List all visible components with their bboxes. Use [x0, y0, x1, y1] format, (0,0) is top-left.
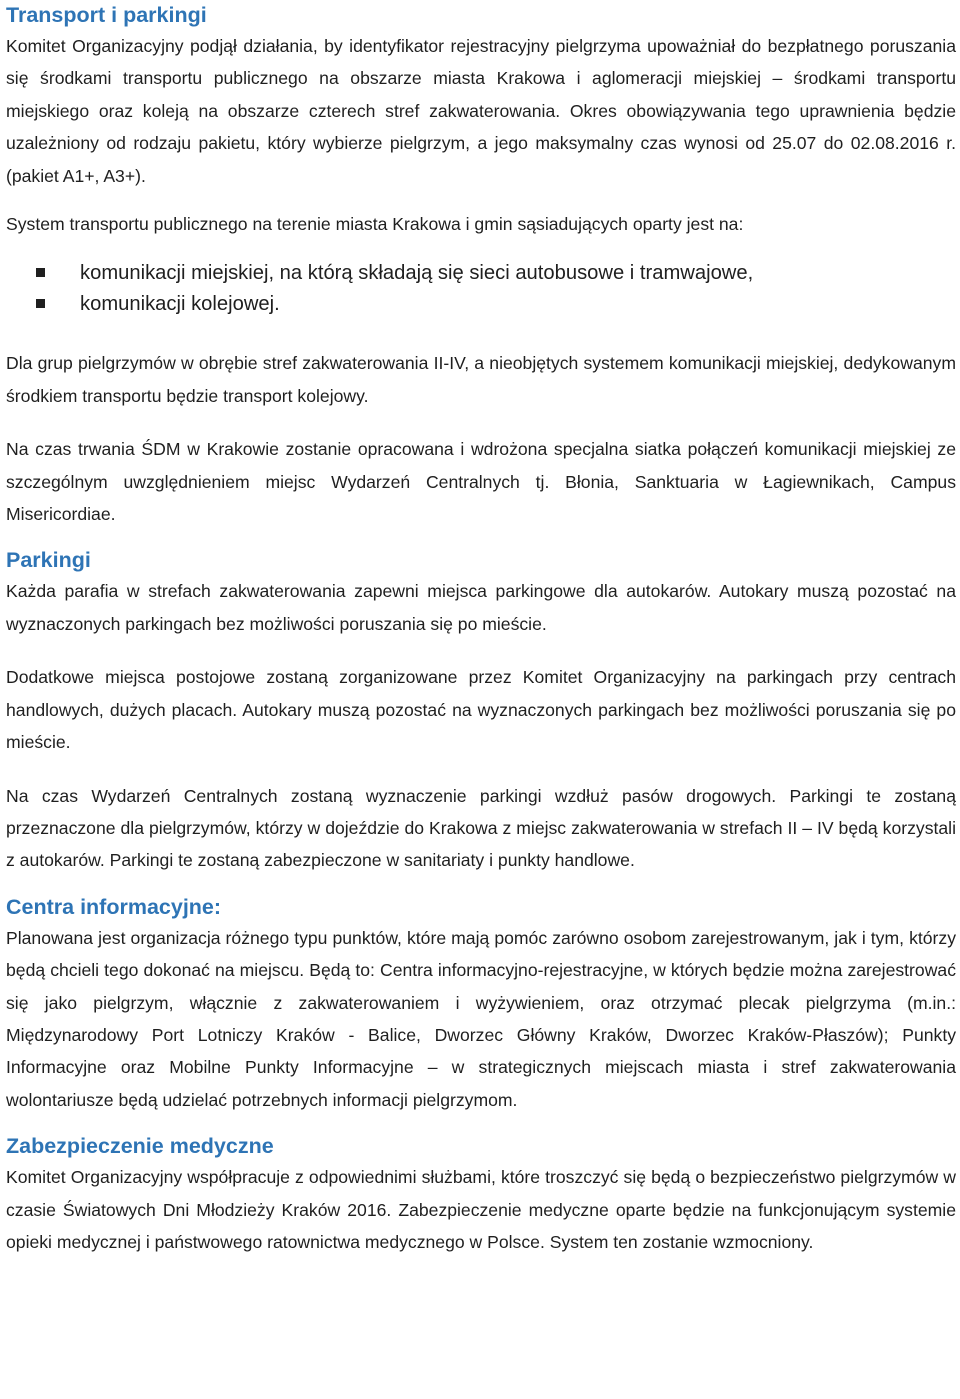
paragraph-info-centers: Planowana jest organizacja różnego typu punktów, które mają pomóc zarówno osobom zarejestrowanym, jak i tym, którzy będą chcieli tego dokonać na miejscu. Będą to: Centra informacyjno-rejestracyjne, w których będzie można zarejestrować się jako pielgrzym, włącznie z zakwaterowaniem i wyżywieniem, oraz otrzymać plecak pielgrzyma (m.in.: Międzynarodowy Port Lotniczy Kraków - Balice, Dworzec Główny Kraków, Dworzec Kraków-Płaszów); Punkty Informacyjne oraz Mobilne Punkty Informacyjne – w strategicznych miejscach miasta i stref zakwaterowania wolontariusze będą udzielać potrzebnych informacji pielgrzymom.: [6, 927, 956, 1110]
paragraph-transport-rail: Dla grup pielgrzymów w obrębie stref zakwaterowania II-IV, a nieobjętych systemem komunikacji miejskiej, dedykowanym środkiem transportu będzie transport kolejowy.: [6, 353, 956, 406]
paragraph-transport-ticket: Komitet Organizacyjny podjął działania, by identyfikator rejestracyjny pielgrzyma upoważniał do bezpłatnego poruszania się środkami transportu publicznego na obszarze miasta Krakowa i aglomeracji miejskiej – środkami transportu miejskiego oraz koleją na obszarze czterech stref zakwaterowania. Okres obowiązywania tego uprawnienia będzie uzależniony od rodzaju pakietu, który wybierze pielgrzym, a jego maksymalny czas wynosi od 25.07 do 02.08.2016 r. (pakiet A1+, A3+).: [6, 36, 956, 186]
paragraph-parking-additional: Dodatkowe miejsca postojowe zostaną zorganizowane przez Komitet Organizacyjny na parkingach przy centrach handlowych, dużych placach. Autokary muszą pozostać na wyznaczonych parkingach bez możliwości poruszania się po mieście.: [6, 667, 956, 753]
list-item-text: komunikacji kolejowej.: [80, 293, 280, 316]
paragraph-transport-system: System transportu publicznego na terenie miasta Krakowa i gmin sąsiadujących oparty jest na:: [6, 214, 744, 235]
paragraph-parking-central-events: Na czas Wydarzeń Centralnych zostaną wyznaczenie parkingi wzdłuż pasów drogowych. Parkingi te zostaną przeznaczone dla pielgrzymów, którzy w dojeździe do Krakowa z miejsc zakwaterowania w strefach II – IV będą korzystali z autokarów. Parkingi te zostaną zabezpieczone w sanitariaty i punkty handlowe.: [6, 785, 956, 871]
document-page: [6, 0, 956, 1258]
heading-parking: Parkingi: [6, 548, 91, 573]
paragraph-parking-parish: Każda parafia w strefach zakwaterowania zapewni miejsca parkingowe dla autokarów. Autokary muszą pozostać na wyznaczonych parkingach bez możliwości poruszania się po mieście.: [6, 581, 956, 634]
transport-bullet-list: [6, 258, 956, 320]
square-bullet-icon: [36, 268, 45, 277]
heading-info-centers: Centra informacyjne:: [6, 894, 222, 919]
paragraph-transport-network: Na czas trwania ŚDM w Krakowie zostanie opracowana i wdrożona specjalna siatka połączeń komunikacji miejskiej ze szczególnym uwzględnieniem miejsc Wydarzeń Centralnych tj. Błonia, Sanktuaria w Łagiewnikach, Campus Misericordiae.: [6, 439, 956, 525]
heading-transport: Transport i parkingi: [6, 3, 207, 27]
list-item: [6, 289, 956, 320]
list-item-text: komunikacji miejskiej, na którą składają się sieci autobusowe i tramwajowe,: [80, 262, 754, 285]
list-item: [6, 258, 956, 289]
paragraph-medical: Komitet Organizacyjny współpracuje z odpowiednimi służbami, które troszczyć się będą o bezpieczeństwo pielgrzymów w czasie Światowych Dni Młodzieży Kraków 2016. Zabezpieczenie medyczne oparte będzie na funkcjonującym systemie opieki medycznej i państwowego ratownictwa medycznego w Polsce. System ten zostanie wzmocniony.: [6, 1167, 956, 1252]
square-bullet-icon: [36, 299, 45, 308]
heading-medical: Zabezpieczenie medyczne: [6, 1134, 274, 1159]
